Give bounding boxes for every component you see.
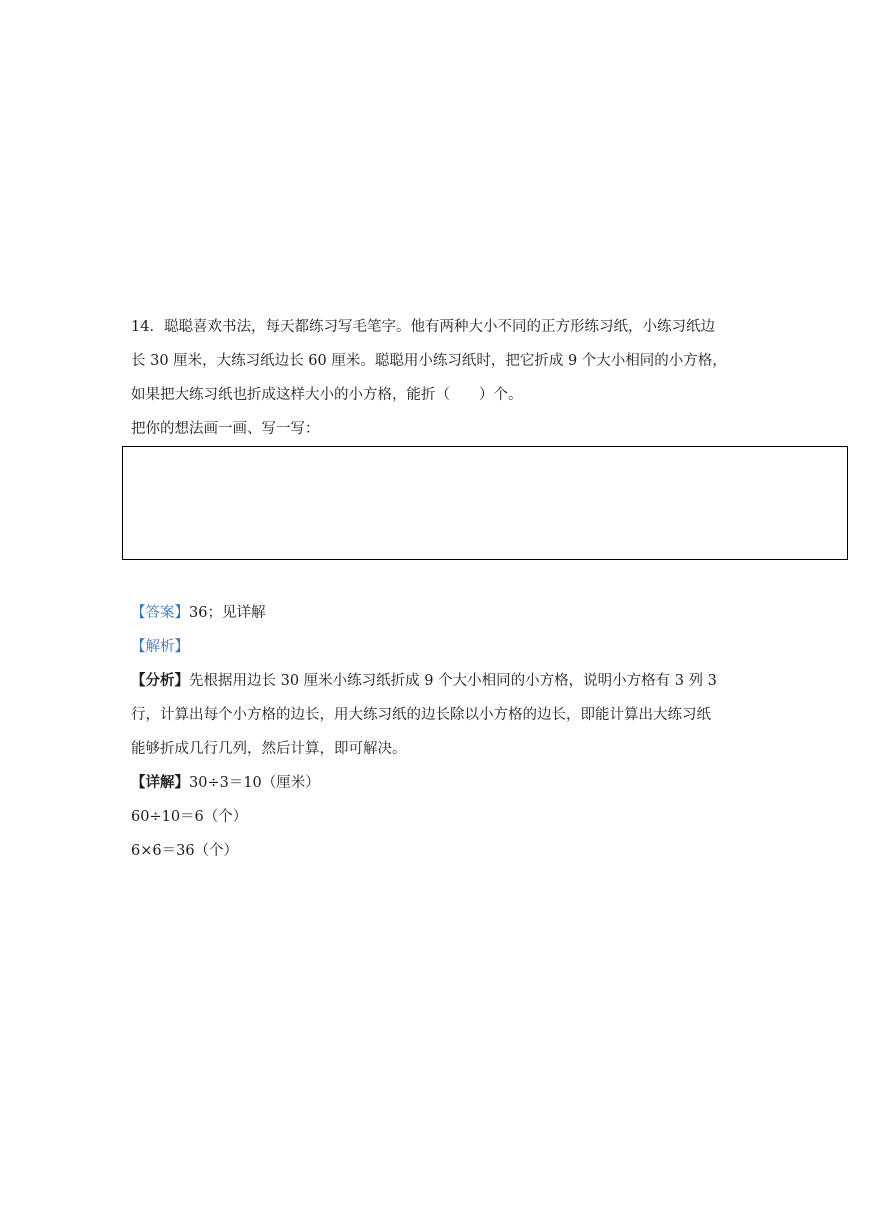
fenxi-tag: 【分析】 bbox=[131, 672, 189, 689]
answer-text: 36；见详解 bbox=[189, 605, 266, 621]
answer-drawing-box[interactable] bbox=[122, 446, 848, 560]
question-line-3: 如果把大练习纸也折成这样大小的小方格，能折（ ）个。 bbox=[131, 387, 523, 403]
question-prompt: 把你的想法画一画、写一写： bbox=[131, 421, 320, 437]
fenxi-text-1: 先根据用边长 30 厘米小练习纸折成 9 个大小相同的小方格，说明小方格有 3 列 3 bbox=[189, 673, 717, 689]
fenxi-line-2: 行，计算出每个小方格的边长，用大练习纸的边长除以小方格的边长，即能计算出大练习纸 bbox=[131, 707, 711, 723]
fenxi-line-3: 能够折成几行几列，然后计算，即可解决。 bbox=[131, 741, 407, 757]
fenxi-line-1 bbox=[131, 671, 717, 691]
answer-tag: 【答案】 bbox=[131, 605, 189, 621]
detail-step-1: 30÷3＝10（厘米） bbox=[189, 775, 320, 791]
question-line-2: 长 30 厘米，大练习纸边长 60 厘米。聪聪用小练习纸时，把它折成 9 个大小相同的小方格， bbox=[131, 353, 727, 369]
analysis-tag: 【解析】 bbox=[131, 639, 189, 655]
answer-row bbox=[131, 603, 265, 623]
detail-step-3: 6×6＝36（个） bbox=[131, 843, 239, 859]
detail-tag: 【详解】 bbox=[131, 774, 189, 791]
analysis-row bbox=[131, 637, 189, 657]
detail-step-2: 60÷10＝6（个） bbox=[131, 809, 248, 825]
detail-line-1 bbox=[131, 773, 320, 793]
question-line-1: 14．聪聪喜欢书法，每天都练习写毛笔字。他有两种大小不同的正方形练习纸，小练习纸边 bbox=[131, 319, 715, 335]
